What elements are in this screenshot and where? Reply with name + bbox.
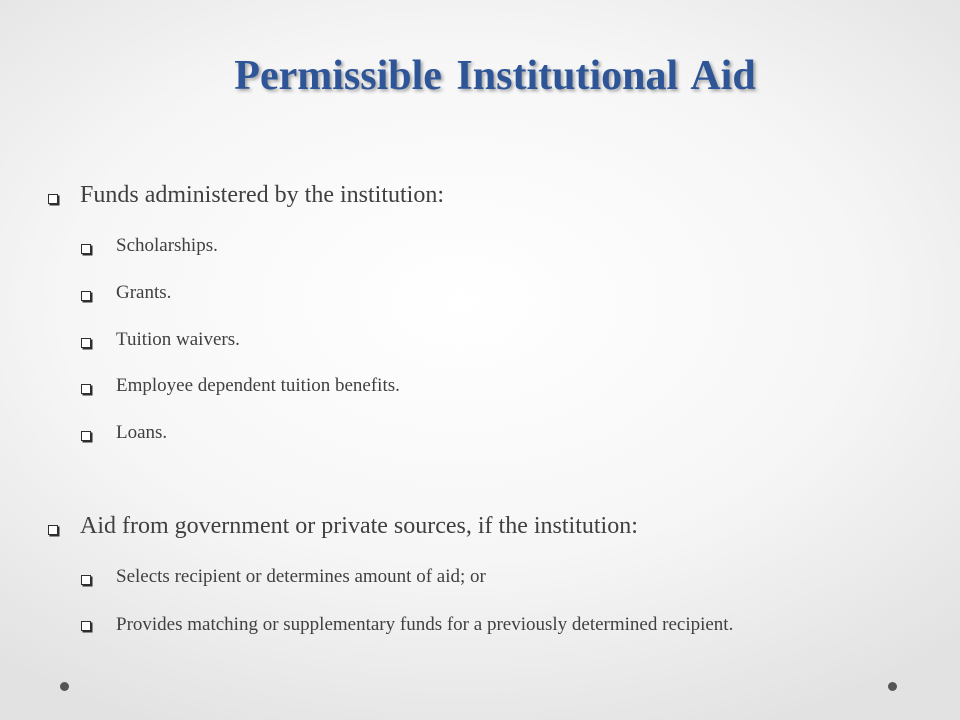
square-bullet-icon	[81, 291, 91, 301]
square-bullet-icon	[81, 621, 91, 631]
bullet-text: Provides matching or supplementary funds for a previously determined recipient.	[116, 614, 734, 635]
sub-bullet-scholarships	[116, 235, 218, 257]
slide-title: Permissible Institutional Aid	[234, 53, 756, 99]
square-bullet-icon	[48, 194, 58, 204]
sub-bullet-grants	[116, 282, 171, 304]
sub-bullet-loans	[116, 422, 167, 444]
bullet-text: Funds administered by the institution:	[80, 182, 444, 208]
square-bullet-icon	[81, 431, 91, 441]
bullet-heading-aid-sources	[80, 513, 638, 540]
sub-bullet-selects-recipient	[116, 566, 486, 588]
square-bullet-icon	[81, 244, 91, 254]
sub-bullet-matching-funds	[116, 609, 906, 641]
dot-icon	[60, 682, 69, 691]
square-bullet-icon	[48, 525, 58, 535]
bullet-text: Scholarships.	[116, 235, 218, 256]
square-bullet-icon	[81, 384, 91, 394]
dot-icon	[888, 682, 897, 691]
bullet-text: Loans.	[116, 422, 168, 443]
sub-bullet-employee-benefits	[116, 375, 400, 397]
square-bullet-icon	[81, 575, 91, 585]
bullet-text: Aid from government or private sources, if the institution:	[80, 513, 638, 539]
bullet-text: Tuition waivers.	[116, 329, 240, 350]
bullet-heading-funds	[80, 182, 444, 209]
bullet-text: Employee dependent tuition benefits.	[116, 375, 400, 396]
square-bullet-icon	[81, 338, 91, 348]
bullet-text: Grants.	[116, 282, 172, 303]
sub-bullet-tuition-waivers	[116, 329, 240, 351]
bullet-text: Selects recipient or determines amount of aid; or	[116, 566, 486, 587]
